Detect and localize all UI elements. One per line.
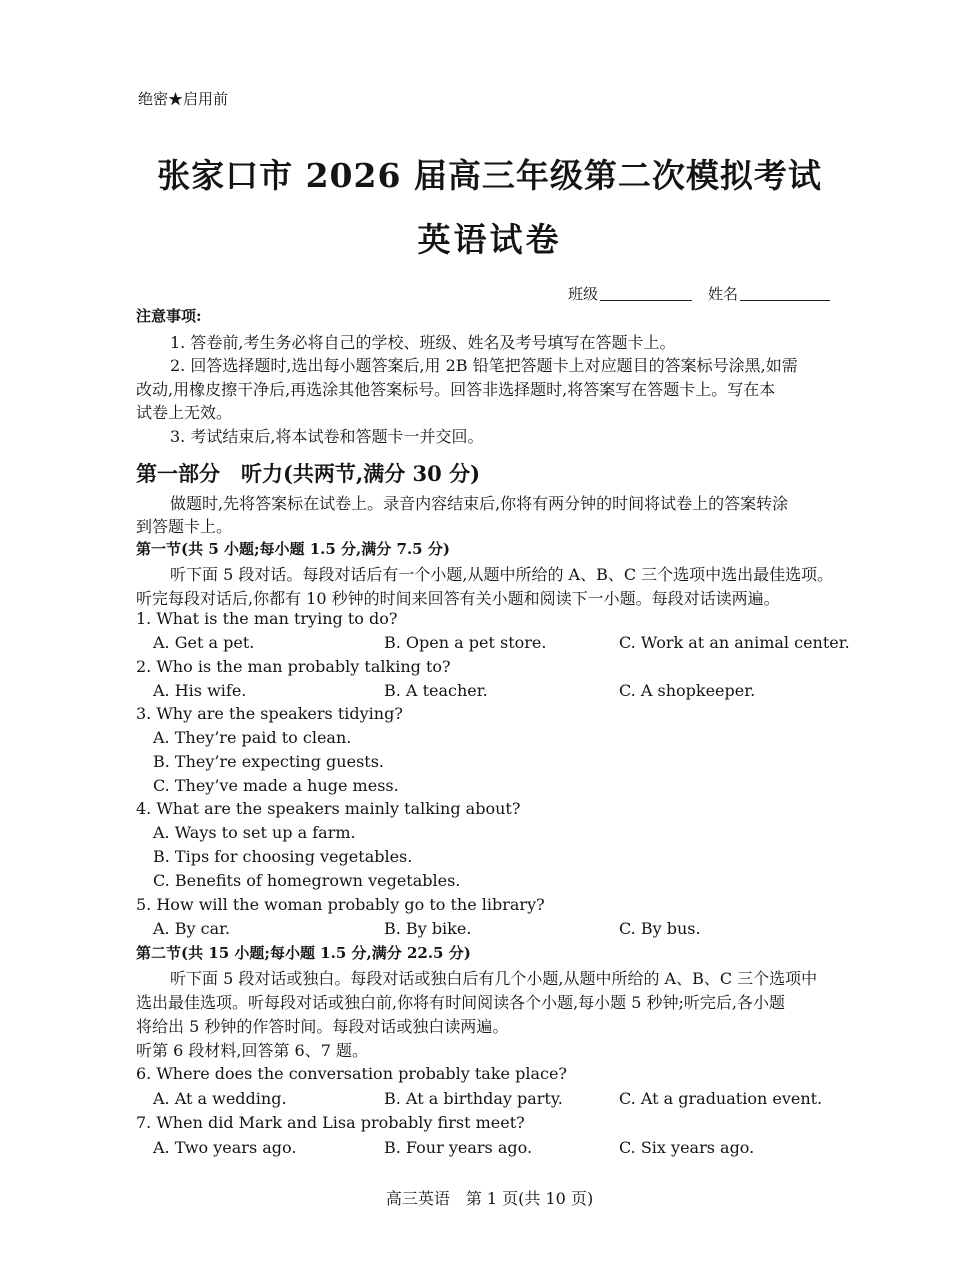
name-label: 姓名 [708, 285, 739, 303]
option-a: A. They’re paid to clean. [153, 728, 352, 747]
option-c: C. They’ve made a huge mess. [153, 776, 399, 795]
section-instructions: 听下面 5 段对话或独白。每段对话或独白后有几个小题,从题中所给的 A、B、C 三个选项中 [170, 969, 818, 988]
question-stem: 6. Where does the conversation probably take place? [136, 1064, 567, 1083]
question-stem: 3. Why are the speakers tidying? [136, 704, 403, 723]
notice-item: 2. 回答选择题时,选出每小题答案后,用 2B 铅笔把答题卡上对应题目的答案标号涂黑,如需 [170, 356, 798, 375]
notice-item: 试卷上无效。 [136, 403, 233, 422]
option-b: B. Four years ago. [384, 1138, 533, 1157]
notice-item: 1. 答卷前,考生务必将自己的学校、班级、姓名及考号填写在答题卡上。 [170, 333, 676, 352]
section-instructions: 将给出 5 秒钟的作答时间。每段对话或独白读两遍。 [136, 1017, 509, 1036]
confidential-mark: 绝密★启用前 [138, 90, 229, 108]
option-c: C. Benefits of homegrown vegetables. [153, 871, 461, 890]
option-a: A. Two years ago. [153, 1138, 297, 1157]
section-heading: 第一节(共 5 小题;每小题 1.5 分,满分 7.5 分) [136, 540, 450, 558]
notice-item: 3. 考试结束后,将本试卷和答题卡一并交回。 [170, 427, 484, 446]
option-a: A. By car. [153, 919, 231, 938]
section-instructions: 听下面 5 段对话。每段对话后有一个小题,从题中所给的 A、B、C 三个选项中选出最佳选项。 [170, 565, 834, 584]
question-stem: 5. How will the woman probably go to the library? [136, 895, 545, 914]
option-b: B. They’re expecting guests. [153, 752, 384, 771]
material-note: 听第 6 段材料,回答第 6、7 题。 [136, 1041, 368, 1060]
option-c: C. Six years ago. [619, 1138, 755, 1157]
class-blank-line [600, 300, 692, 301]
part-heading: 第一部分 听力(共两节,满分 30 分) [136, 461, 481, 486]
exam-title: 张家口市 2026 届高三年级第二次模拟考试 [157, 156, 822, 195]
section-instructions: 听完每段对话后,你都有 10 秒钟的时间来回答有关小题和阅读下一小题。每段对话读两遍。 [136, 589, 780, 608]
part-instructions: 做题时,先将答案标在试卷上。录音内容结束后,你将有两分钟的时间将试卷上的答案转涂 [170, 494, 789, 513]
option-c: C. By bus. [619, 919, 701, 938]
notice-heading: 注意事项: [136, 307, 202, 325]
question-stem: 1. What is the man trying to do? [136, 609, 398, 628]
part-instructions: 到答题卡上。 [136, 517, 233, 536]
option-a: A. At a wedding. [153, 1089, 287, 1108]
section-heading: 第二节(共 15 小题;每小题 1.5 分,满分 22.5 分) [136, 944, 471, 962]
question-stem: 4. What are the speakers mainly talking about? [136, 799, 521, 818]
option-a: A. His wife. [153, 681, 247, 700]
question-stem: 2. Who is the man probably talking to? [136, 657, 451, 676]
option-c: C. Work at an animal center. [619, 633, 850, 652]
option-a: A. Get a pet. [153, 633, 255, 652]
option-b: B. Open a pet store. [384, 633, 547, 652]
name-blank-line [740, 300, 830, 301]
option-b: B. A teacher. [384, 681, 488, 700]
option-c: C. At a graduation event. [619, 1089, 823, 1108]
option-b: B. Tips for choosing vegetables. [153, 847, 413, 866]
class-label: 班级 [568, 285, 599, 303]
question-stem: 7. When did Mark and Lisa probably first meet? [136, 1113, 525, 1132]
option-b: B. At a birthday party. [384, 1089, 563, 1108]
option-b: B. By bike. [384, 919, 472, 938]
section-instructions: 选出最佳选项。听每段对话或独白前,你将有时间阅读各个小题,每小题 5 秒钟;听完后,各小题 [136, 993, 786, 1012]
page-footer: 高三英语 第 1 页(共 10 页) [385, 1189, 594, 1208]
option-c: C. A shopkeeper. [619, 681, 756, 700]
exam-subject-title: 英语试卷 [417, 220, 562, 259]
notice-item: 改动,用橡皮擦干净后,再选涂其他答案标号。回答非选择题时,将答案写在答题卡上。写在本 [136, 380, 776, 399]
option-a: A. Ways to set up a farm. [153, 823, 356, 842]
